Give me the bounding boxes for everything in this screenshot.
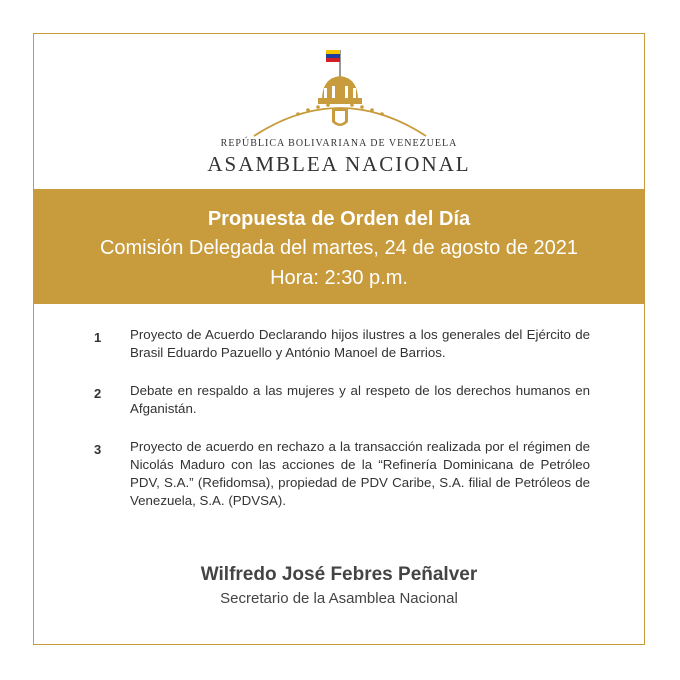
agenda-item xyxy=(94,326,590,362)
agenda-item xyxy=(94,382,590,418)
agenda-item-number: 2 xyxy=(94,386,102,401)
republica-label: REPÚBLICA BOLIVARIANA DE VENEZUELA xyxy=(220,138,458,149)
signatory-role: Secretario de la Asamblea Nacional xyxy=(220,590,458,607)
session-label: Comisión Delegada del martes, 24 de agosto de 2021 xyxy=(99,237,579,259)
signatory-name: Wilfredo José Febres Peñalver xyxy=(200,564,478,585)
agenda-item-text: Proyecto de Acuerdo Declarando hijos ilustres a los generales del Ejército de Brasil Eduardo Pazuello y António Manoel de Barrios. xyxy=(130,327,590,360)
asamblea-title: ASAMBLEA NACIONAL xyxy=(207,152,471,176)
band-title: Propuesta de Orden del Día xyxy=(207,208,471,230)
document-frame xyxy=(33,33,645,645)
agenda-list xyxy=(94,326,590,530)
hora-label: Hora: 2:30 p.m. xyxy=(270,267,408,289)
agenda-item-number: 1 xyxy=(94,330,102,345)
agenda-item-text: Debate en respaldo a las mujeres y al respeto de los derechos humanos en Afganistán. xyxy=(130,383,590,416)
agenda-item-number: 3 xyxy=(94,442,102,457)
capitol-dome-icon xyxy=(214,40,466,140)
asamblea-logo xyxy=(34,34,644,184)
agenda-item xyxy=(94,438,590,510)
agenda-item-text: Proyecto de acuerdo en rechazo a la transacción realizada por el régimen de Nicolás Maduro con las acciones de la “Refinería Dominicana de Petróleo PDV, S.A.” (Refidomsa), propiedad de PDV Caribe, S.A. filial de Petróleos de Venezuela, S.A. (PDVSA). xyxy=(130,439,590,508)
header-band xyxy=(34,189,644,304)
